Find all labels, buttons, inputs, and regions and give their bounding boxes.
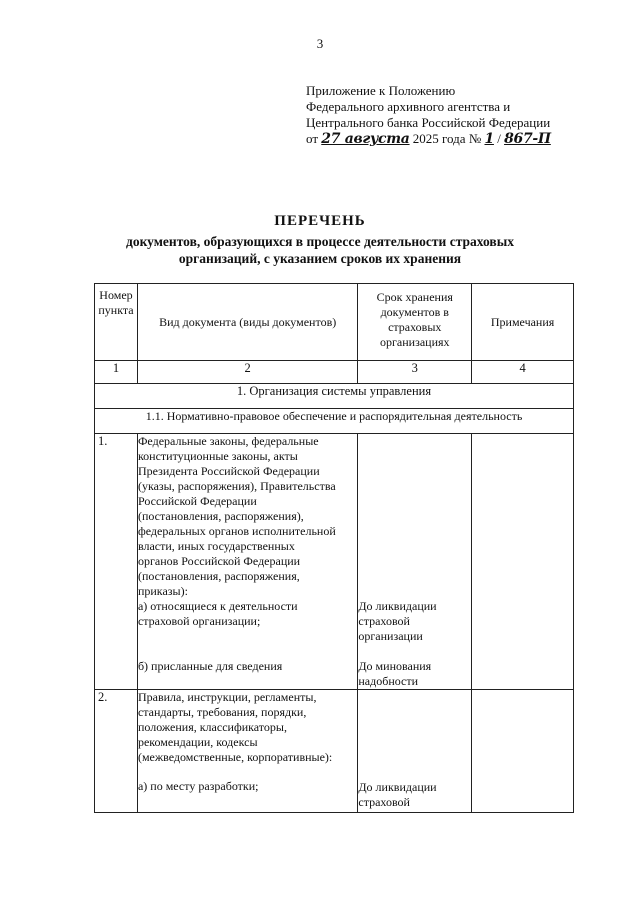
page-number: 3 [316, 36, 324, 51]
appendix-header [306, 83, 606, 147]
column-number-2: 2 [137, 361, 357, 384]
handwritten-number-1: 1 [484, 131, 494, 147]
retention-a-line-2: страховой [358, 614, 410, 628]
retention-a-line-1: До ликвидации [358, 599, 437, 613]
date-prefix: от [306, 131, 319, 146]
header-document-type: Вид документа (виды документов) [137, 284, 357, 361]
appendix-date-line [306, 131, 606, 147]
header-notes: Примечания [472, 284, 574, 361]
section-title: 1. Организация системы управления [95, 384, 574, 409]
table-header-row [95, 284, 574, 361]
number-sign: № [468, 131, 482, 146]
header-number [95, 284, 138, 361]
description-line: рекомендации, кодексы [137, 735, 258, 749]
retention-b-line-2: надобности [358, 674, 419, 688]
title-sub-line-1: документов, образующихся в процессе деятельности страховых [126, 234, 514, 249]
row-description [137, 690, 357, 813]
table-row [95, 690, 574, 813]
column-number-3: 3 [358, 361, 472, 384]
description-line: приказы): [137, 584, 188, 598]
description-line: (указы, распоряжения), Правительства [137, 479, 336, 493]
description-line: (постановления, распоряжения), [137, 509, 304, 523]
item-a-line-2: страховой организации; [137, 614, 261, 628]
number-separator: / [497, 131, 501, 146]
subsection-row [95, 409, 574, 434]
title-sub-line-2: организаций, с указанием сроков их хранения [178, 251, 462, 266]
handwritten-date: 27 августа [321, 131, 410, 147]
description-line: Правила, инструкции, регламенты, [137, 690, 317, 704]
title-main: ПЕРЕЧЕНЬ [274, 213, 366, 229]
row-retention [358, 434, 472, 690]
row-number: 1. [95, 434, 138, 690]
header-retention-line-4: организациях [380, 335, 450, 349]
year-text: 2025 года [412, 131, 466, 146]
item-b: б) присланные для сведения [137, 659, 283, 673]
description-line: (межведомственные, корпоративные): [137, 750, 333, 764]
table-row [95, 434, 574, 690]
description-line: федеральных органов исполнительной [137, 524, 336, 538]
documents-table [94, 283, 574, 813]
retention-b-line-1: До минования [358, 659, 432, 673]
header-retention-line-1: Срок хранения [376, 290, 453, 304]
description-line: власти, иных государственных [137, 539, 295, 553]
retention-a-line-1: До ликвидации [358, 780, 437, 794]
description-line: стандарты, требования, порядки, [137, 705, 307, 719]
retention-a-line-3: организации [358, 629, 423, 643]
row-retention [358, 690, 472, 813]
item-a-line-1: а) относящиеся к деятельности [137, 599, 298, 613]
description-line: (постановления, распоряжения, [137, 569, 300, 583]
handwritten-number-2: 867-П [504, 131, 551, 147]
column-numbers-row [95, 361, 574, 384]
column-number-4: 4 [472, 361, 574, 384]
appendix-line-3: Центрального банка Российской Федерации [306, 115, 551, 130]
row-number: 2. [95, 690, 138, 813]
retention-a-line-2: страховой [358, 795, 410, 809]
column-number-1: 1 [95, 361, 138, 384]
subsection-title: 1.1. Нормативно-правовое обеспечение и распорядительная деятельность [95, 409, 574, 434]
description-line: Российской Федерации [137, 494, 257, 508]
header-number-line-2: пункта [98, 303, 134, 317]
description-line: Президента Российской Федерации [137, 464, 320, 478]
section-row [95, 384, 574, 409]
description-line: органов Российской Федерации [137, 554, 301, 568]
appendix-line-1: Приложение к Положению [306, 83, 456, 98]
appendix-line-2: Федерального архивного агентства и [306, 99, 511, 114]
description-line: Федеральные законы, федеральные [137, 434, 319, 448]
header-retention-line-3: страховых [388, 320, 442, 334]
document-title [0, 212, 640, 267]
description-line: конституционные законы, акты [137, 449, 298, 463]
description-line: положения, классификаторы, [137, 720, 287, 734]
header-retention-period [358, 284, 472, 361]
header-number-line-1: Номер [99, 288, 133, 302]
row-notes [472, 434, 574, 690]
header-retention-line-2: документов в [380, 305, 449, 319]
row-description [137, 434, 357, 690]
item-a: а) по месту разработки; [137, 779, 259, 793]
row-notes [472, 690, 574, 813]
